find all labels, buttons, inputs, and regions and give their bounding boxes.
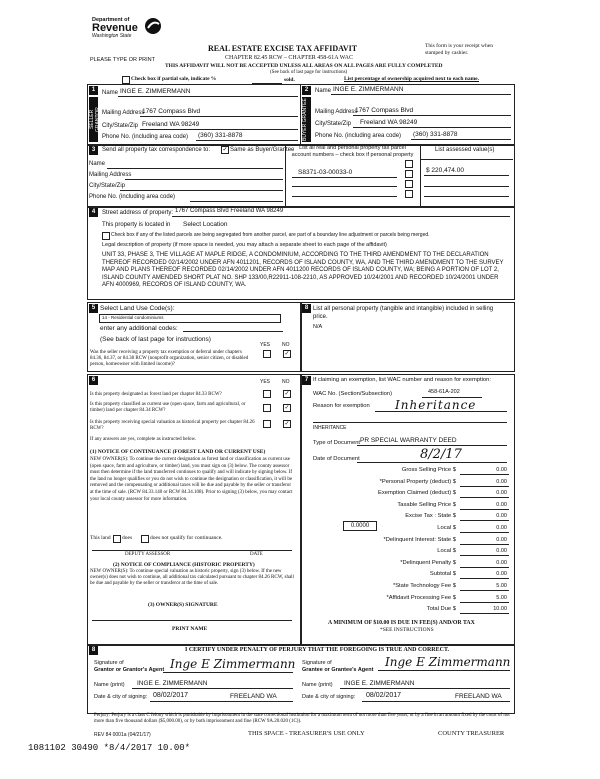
land-use-no-header: NO xyxy=(282,342,290,348)
buyer-address-label: Mailing Address xyxy=(315,109,358,115)
calc-row-label: Gross Selling Price $ xyxy=(401,467,456,473)
calc-row-label: Subtotal $ xyxy=(429,571,456,578)
forest-q2-yes[interactable] xyxy=(263,404,271,412)
badge-3: 3 xyxy=(89,146,98,155)
calc-row-label: *Affidavit Processing Fee $ xyxy=(386,594,456,601)
forest-q3-no[interactable]: ✓ xyxy=(284,421,290,427)
land-use-code: 14 - Residential condominiums xyxy=(102,315,164,320)
receipt-stamp: 1081102 30490 *8/4/2017 10.00* xyxy=(28,743,191,753)
parcels-header: List all real and personal property tax parcel account numbers – check box if personal property xyxy=(291,145,414,158)
reason-handwritten[interactable]: Inheritance xyxy=(395,398,477,412)
doc-type[interactable]: PR SPECIAL WARRANTY DEED xyxy=(360,437,457,444)
owner-signature-title: (3) OWNER(S) SIGNATURE xyxy=(148,602,218,608)
exemption-claim-label: If claiming an exemption, list WAC number and reason for exemption: xyxy=(313,377,491,383)
grantor-name-label: Name (print) xyxy=(94,682,125,688)
personal-property-checkbox-3[interactable] xyxy=(405,180,413,188)
corr-city-label: City/State/Zip xyxy=(89,183,126,189)
land-does-label: does xyxy=(122,535,133,541)
personal-property-checkbox-1[interactable] xyxy=(405,160,413,168)
grantor-sig-label-1: Signature of xyxy=(94,660,124,666)
parcel-number[interactable]: S8371-03-00033-0 xyxy=(298,169,353,176)
calc-row-label: Local $ xyxy=(437,548,456,555)
calc-row-value[interactable]: 0.00 xyxy=(496,467,507,473)
personal-property-value[interactable]: N/A xyxy=(313,324,323,330)
tax-calc-box xyxy=(300,374,515,646)
land-does-checkbox[interactable] xyxy=(113,535,121,543)
grantor-date-label: Date & city of signing: xyxy=(94,694,148,700)
forest-q1-yes[interactable] xyxy=(263,390,271,398)
form-chapter: CHAPTER 82.45 RCW – CHAPTER 458-61A WAC xyxy=(225,55,353,61)
calc-row-value[interactable]: 10.00 xyxy=(493,606,507,613)
land-use-yes-header: YES xyxy=(260,342,271,348)
calc-row-label: Exemption Claimed (deduct) $ xyxy=(378,490,456,497)
grantee-city[interactable]: FREELAND WA xyxy=(455,693,502,700)
legal-label: Legal description of property (if more space is needed, you may attach a separate sheet to each page of the affidavit) xyxy=(102,242,387,248)
certify-statement: I CERTIFY UNDER PENALTY OF PERJURY THAT THE FOREGOING IS TRUE AND CORRECT. xyxy=(185,647,450,653)
buyer-name[interactable]: INGE E. ZIMMERMANN xyxy=(333,86,404,93)
continuance-text: NEW OWNER(S): To continue the current designation as forest land or classification as current use (open space, farm and agriculture, or timber) land, you must sign on (3) below. The county assessor must then determine if the land transferred continues to qualify and will indicate by signing below. If the land no longer qualifies or you do not wish to continue the designation or classification, it will be removed and the compensating or additional taxes will be due and payable by the seller or transferor at the time of sale. (RCW 84.33.140 or RCW 84.34.108). Prior to signing (3) below, you may contact your local county assessor for more information. xyxy=(90,457,293,502)
land-use-see-back: (See back of last page for instructions) xyxy=(100,336,211,343)
badge-1: 1 xyxy=(89,86,98,95)
calc-row-value[interactable]: 0.00 xyxy=(496,478,507,485)
badge-7: 7 xyxy=(302,376,311,385)
buyer-city-label: City/State/Zip xyxy=(315,121,352,127)
property-location[interactable]: Select Location xyxy=(183,221,228,228)
print-name-label: PRINT NAME xyxy=(172,626,208,632)
forest-yes-header: YES xyxy=(260,379,271,385)
grantor-signature[interactable]: Inge E Zimmermann xyxy=(170,657,296,671)
buyer-name-label: Name xyxy=(315,88,332,94)
calc-row-label: *Delinquent Interest: State $ xyxy=(383,536,456,543)
forest-q3-yes[interactable] xyxy=(263,420,271,428)
partial-sale-checkbox[interactable] xyxy=(122,76,130,84)
located-label: This property is located in xyxy=(102,222,171,228)
grantee-sig-label-1: Signature of xyxy=(302,660,332,666)
assessed-header: List assessed value(s) xyxy=(435,147,495,153)
legal-description[interactable]: UNIT 33, PHASE 3, THE VILLAGE AT MAPLE RIDGE, A CONDOMINIUM, ACCORDING TO THE THIRD AMENDMENT TO THE DECLARATION THEREOF RECORDED 02/14/2002 UNDER AFN 4011201, RECORDS OF ISLAND COUNTY, WA, AND THE THIRD AMENDMENT TO THE SURVEY MAP AND PLANS THEREOF RECORDED 02/14/2002 UNDER AFN 4011200 RECORDS OF ISLAND COUNTY, WA; BEING A PORTION OF LOT 2, ISLAND COUNTY AMENDED SHORT PLAT NO. SHP 133/00,R22911-108-2210, AS APPROVED 10/24/2001 AND RECORDED 10/24/2001 UNDER AFN 4000969, RECORDS OF ISLAND COUNTY, WA. xyxy=(102,252,504,288)
calc-row-value[interactable]: 0.00 xyxy=(496,501,507,508)
street-label: Street address of property: xyxy=(102,210,174,216)
form-revision: REV 84 0001a (04/21/17) xyxy=(94,732,151,738)
agency-state: Washington State xyxy=(92,33,132,39)
grantee-sig-label xyxy=(302,660,373,674)
segregated-checkbox[interactable] xyxy=(102,232,110,240)
grantor-sig-label xyxy=(94,660,164,674)
same-as-buyer-label: Same as Buyer/Grantee xyxy=(230,147,295,153)
calc-row-label: *Personal Property (deduct) $ xyxy=(379,478,456,485)
corr-phone-label: Phone No. (including area code) xyxy=(89,194,176,200)
calc-row-value[interactable]: 0.00 xyxy=(496,525,507,531)
exemption-question: Was the seller receiving a property tax exemption or deferral under chapters 84.36, 84.37, or 84.38 RCW (nonprofit organization, senior citizen, or disabled person, homeowner with limited income)? xyxy=(90,350,249,367)
see-instructions: *SEE INSTRUCTIONS xyxy=(380,627,434,633)
buyer-city[interactable]: Freeland WA 98249 xyxy=(360,119,418,126)
calc-row-value[interactable]: 0.00 xyxy=(496,559,507,566)
calc-row-label: Taxable Selling Price $ xyxy=(397,501,456,508)
county-treasurer: COUNTY TREASURER xyxy=(438,730,505,737)
buyer-side-label: BUYER GRANTEE xyxy=(302,97,311,142)
receipt-note: This form is your receipt when stamped by cashier. xyxy=(425,43,493,56)
form-warning: THIS AFFIDAVIT WILL NOT BE ACCEPTED UNLESS ALL AREAS ON ALL PAGES ARE FULLY COMPLETED xyxy=(165,63,443,69)
any-answers-note: If any answers are yes, complete as instructed below. xyxy=(90,437,197,442)
calc-row-value[interactable]: 0.00 xyxy=(496,536,507,543)
grantee-name-label: Name (print) xyxy=(302,682,333,688)
deputy-assessor-label: DEPUTY ASSESSOR xyxy=(125,552,171,557)
seller-name-label: Name xyxy=(102,90,119,96)
calc-row-value[interactable]: 0.00 xyxy=(496,490,507,497)
correspondence-label: Send all property tax correspondence to: xyxy=(102,147,211,153)
badge-certify: 8 xyxy=(89,646,98,655)
please-type: PLEASE TYPE OR PRINT xyxy=(90,57,156,63)
calc-row-value[interactable]: 5.00 xyxy=(496,594,507,601)
corr-name-label: Name xyxy=(89,161,106,167)
calc-row-label: Excise Tax : State $ xyxy=(405,513,456,520)
forest-q3: Is this property receiving special valuation as historical property per chapter 84.26 RCW? xyxy=(90,420,255,431)
doc-date-label: Date of Document xyxy=(313,456,360,462)
wac-label: WAC No. (Section/Subsection) xyxy=(313,391,393,397)
back-note: (See back of last page for instructions) xyxy=(270,70,348,75)
seller-name[interactable]: INGE E. ZIMMERMANN xyxy=(120,88,191,95)
agency-name-top: Department of xyxy=(92,17,130,23)
segregated-label: Check box if any of the listed parcels are being segregated from another parcel, are part of a boundary line adjustment or parcels being merged. xyxy=(111,232,430,238)
seller-city-label: City/State/Zip xyxy=(102,123,139,129)
minimum-note: A MINIMUM OF $10.00 IS DUE IN FEE(S) AND/OR TAX xyxy=(328,620,475,626)
land-use-select[interactable] xyxy=(99,314,281,323)
personal-property-label: List all personal property (tangible and intangible) included in selling price. xyxy=(313,306,494,320)
logo-swoosh-icon xyxy=(144,17,162,35)
personal-property-checkbox-2[interactable] xyxy=(405,170,413,178)
exemption-yes-checkbox[interactable] xyxy=(263,350,271,358)
calc-row-value[interactable]: 0.00 xyxy=(496,571,507,578)
reason-typed[interactable]: INHERITANCE xyxy=(313,425,347,431)
forest-q1-no[interactable]: ✓ xyxy=(284,391,290,397)
doc-date[interactable]: 8/2/17 xyxy=(420,447,462,462)
calc-row-label: Total Due $ xyxy=(426,606,456,613)
grantee-signature[interactable]: Inge E Zimmermann xyxy=(385,655,511,669)
seller-phone-label: Phone No. (including area code) xyxy=(102,134,189,140)
badge-8: 8 xyxy=(302,304,311,313)
form-title: REAL ESTATE EXCISE TAX AFFIDAVIT xyxy=(208,44,358,53)
badge-4: 4 xyxy=(89,208,98,217)
grantee-sig-label-2: Grantee or Grantee's Agent xyxy=(302,667,374,673)
this-land-label: This land xyxy=(90,535,111,541)
agency-logo xyxy=(92,17,162,47)
exemption-no-checkbox[interactable]: ✓ xyxy=(284,351,290,357)
buyer-phone[interactable]: (360) 331-8878 xyxy=(413,131,458,138)
grantor-name[interactable]: INGE E. ZIMMERMANN xyxy=(137,680,208,687)
assessed-value[interactable]: $ 220,474.00 xyxy=(426,167,464,174)
calc-row-label: *Delinquent Penalty $ xyxy=(400,559,456,566)
seller-phone[interactable]: (360) 331-8878 xyxy=(198,132,243,139)
calc-row-label: *State Technology Fee $ xyxy=(392,583,456,589)
forest-q2-no[interactable]: ✓ xyxy=(284,405,290,411)
badge-5: 5 xyxy=(89,304,98,313)
buyer-address[interactable]: 1767 Compass Blvd xyxy=(355,107,414,114)
seller-side-label: SELLER GRANTOR xyxy=(89,97,98,142)
sold-label: sold. xyxy=(284,77,295,83)
land-does-not-label: does not qualify for continuance. xyxy=(150,535,223,541)
compliance-title: (2) NOTICE OF COMPLIANCE (HISTORIC PROPERTY) xyxy=(113,562,255,568)
grantee-date[interactable]: 08/02/2017 xyxy=(366,692,402,699)
seller-address[interactable]: 1767 Compass Blvd xyxy=(142,108,201,115)
calc-row-value[interactable]: 0.00 xyxy=(496,513,507,520)
calc-row-label: Local $ xyxy=(437,525,456,531)
continuance-title: (1) NOTICE OF CONTINUANCE (FOREST LAND OR CURRENT USE) xyxy=(90,449,266,455)
ownership-note: List percentage of ownership acquired next to each name. xyxy=(344,76,479,82)
additional-codes-label: enter any additional codes: xyxy=(100,325,178,332)
forest-no-header: NO xyxy=(282,379,290,385)
calc-row-value[interactable]: 0.00 xyxy=(496,548,507,555)
land-use-label: Select Land Use Code(s): xyxy=(100,305,175,312)
deputy-date-label: DATE xyxy=(250,552,263,557)
buyer-phone-label: Phone No. (including area code) xyxy=(315,133,402,139)
calc-row-value[interactable]: 5.00 xyxy=(496,583,507,589)
seller-address-label: Mailing Address xyxy=(102,110,145,116)
personal-property-checkbox-4[interactable] xyxy=(405,190,413,198)
corr-address-label: Mailing Address xyxy=(89,172,132,178)
reason-label: Reason for exemption xyxy=(313,403,370,409)
grantor-sig-label-2: Grantor or Grantor's Agent xyxy=(94,667,165,673)
agency-name: Revenue xyxy=(92,22,138,34)
forest-q1: Is this property designated as forest land per chapter 84.33 RCW? xyxy=(90,392,222,397)
wac-number[interactable]: 458-61A-202 xyxy=(428,389,460,395)
land-does-not-checkbox[interactable] xyxy=(141,535,149,543)
perjury-note: Perjury: Perjury is a class C felony which is punishable by imprisonment in the state correctional institution for a maximum term of not more than five years, or by a fine in an amount fixed by the court of not more than five thousand dollars ($5,000.00), or by both imprisonment and fine (RCW 9A.20.020 (1C)). xyxy=(94,713,510,724)
property-street[interactable]: 1767 Compass Blvd Freeland WA 98249 xyxy=(175,208,284,214)
doc-type-label: Type of Document xyxy=(313,440,361,446)
grantor-city[interactable]: FREELAND WA xyxy=(230,693,277,700)
badge-2: 2 xyxy=(302,86,311,95)
forest-q2: Is this property classified as current use (open space, farm and agricultural, or timber) land per chapter 84.34 RCW? xyxy=(90,402,246,413)
local-rate-box[interactable]: 0.0000 xyxy=(343,521,377,531)
badge-6: 6 xyxy=(89,376,98,385)
grantee-name[interactable]: INGE E. ZIMMERMANN xyxy=(344,680,415,687)
compliance-text: NEW OWNER(S): To continue special valuation as historic property, sign (3) below. If the new owner(s) does not wish to continue, all additional tax calculated pursuant to chapter 84.26 RCW, shall be due and payable by the seller or transferor at the time of sale. xyxy=(90,569,294,586)
seller-city[interactable]: Freeland WA 98249 xyxy=(142,121,200,128)
treasurer-space: THIS SPACE - TREASURER'S USE ONLY xyxy=(248,730,365,737)
grantor-date[interactable]: 08/02/2017 xyxy=(153,692,189,699)
grantee-date-label: Date & city of signing: xyxy=(302,694,356,700)
same-as-buyer-checkbox[interactable]: ✓ xyxy=(222,147,228,153)
partial-sale-label: Check box if partial sale, indicate % xyxy=(131,76,217,82)
